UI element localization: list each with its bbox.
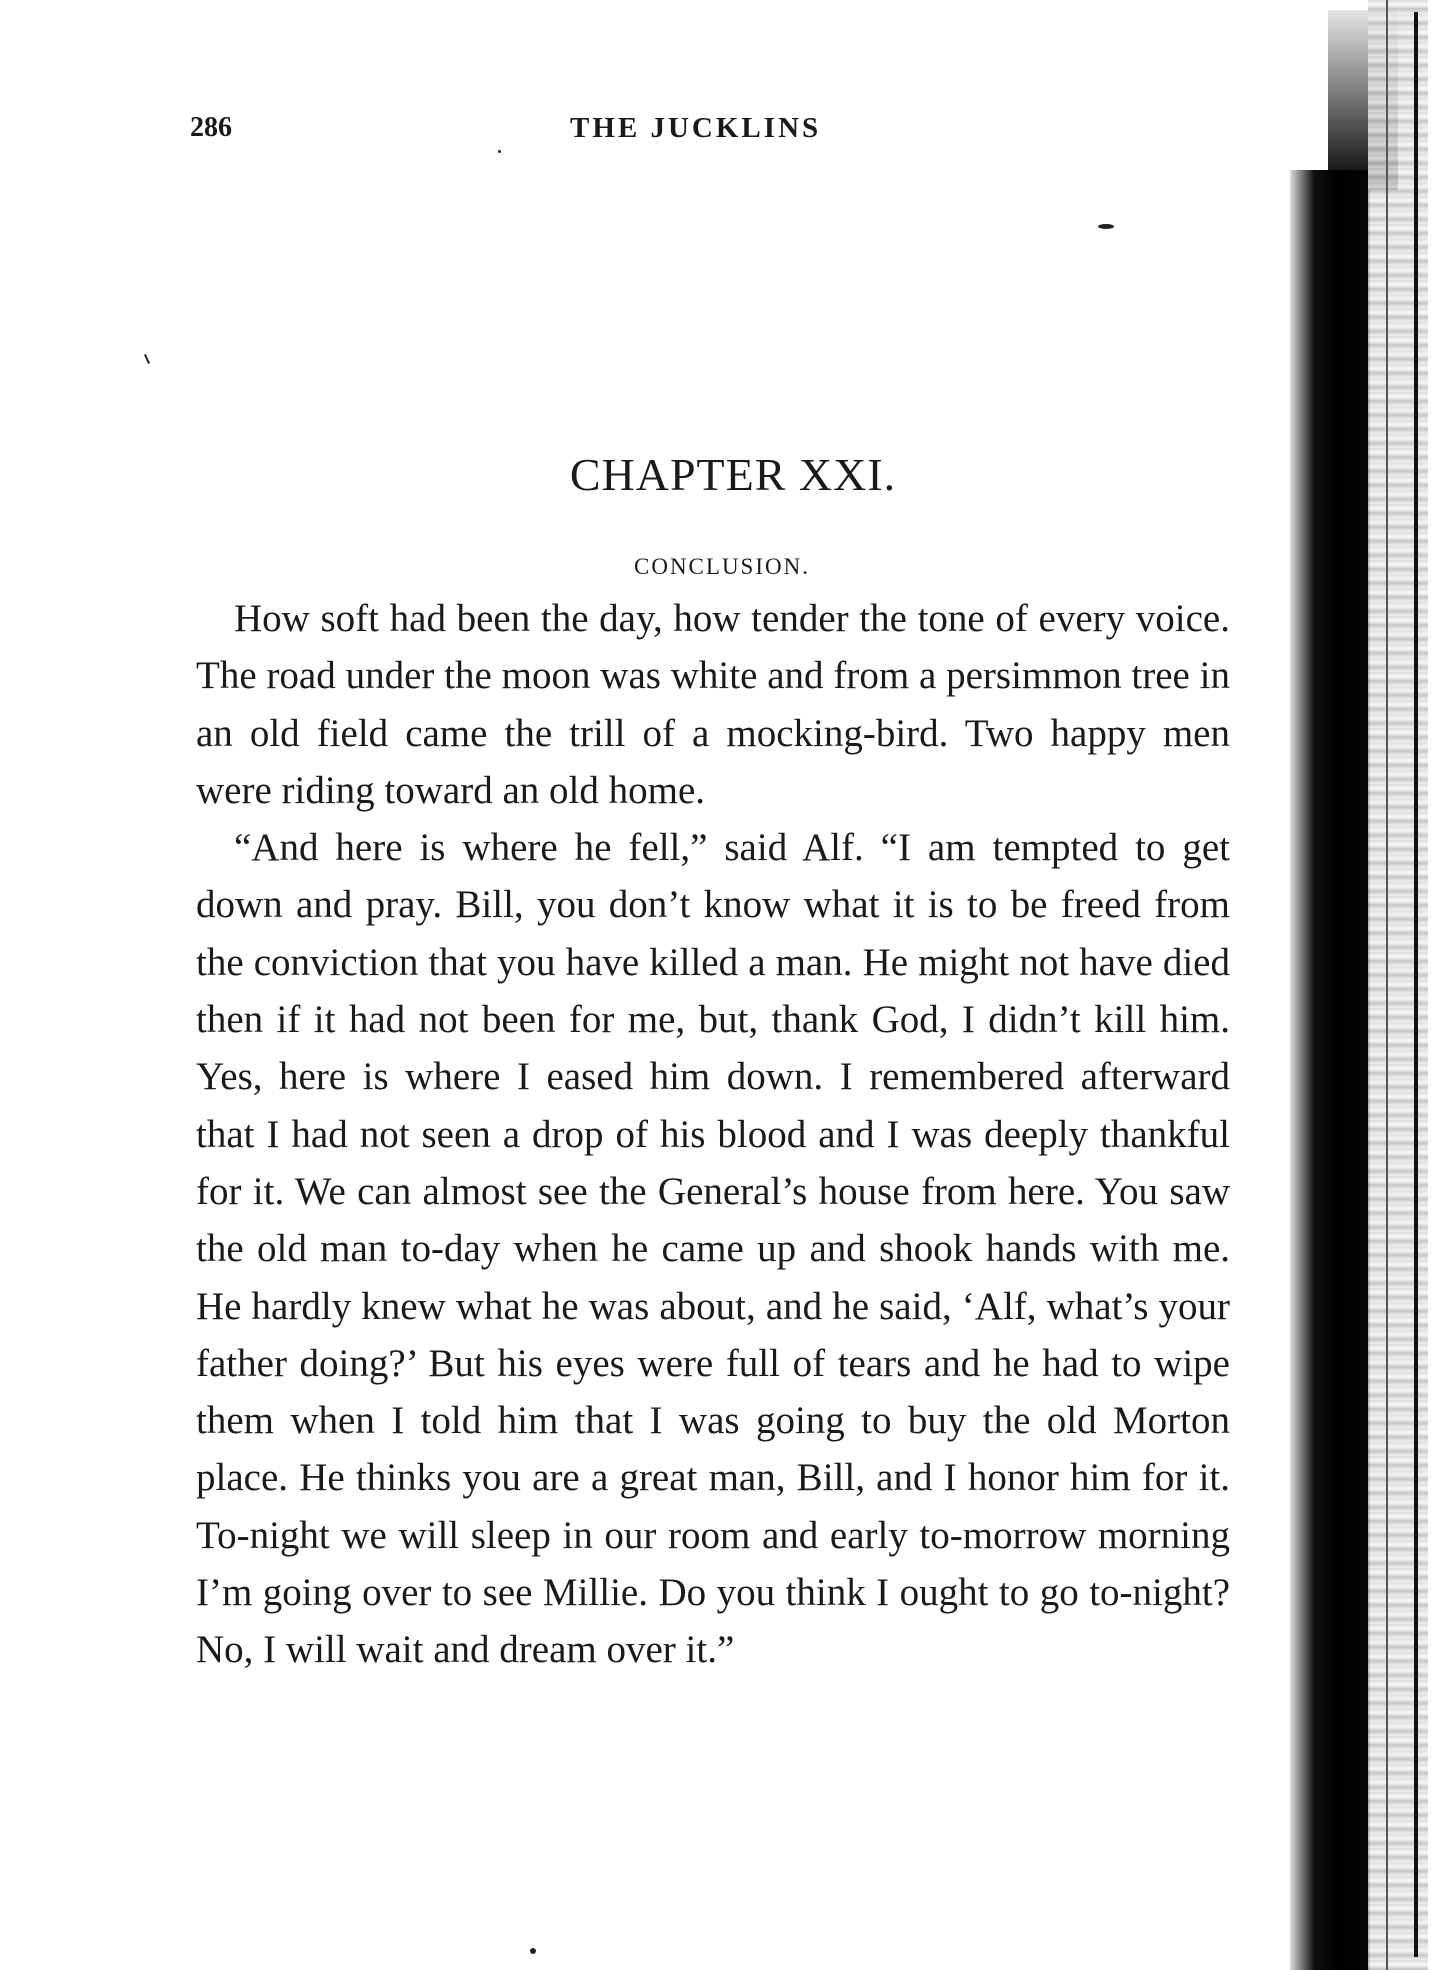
print-speck-4 xyxy=(144,354,150,364)
page-edge-line-inner xyxy=(1386,0,1388,1970)
paragraph-2: “And here is where he fell,” said Alf. “I am tempted to get down and pray. Bill, you don’t know what it is to be freed from the conviction that you have killed a man. He might not have died then if it had not been for me, but, thank God, I didn’t kill him. Yes, here is where I eased him down. I remembered afterward that I had not seen a drop of his blood and I was deeply thankful for it. We can almost see the General’s house from here. You saw the old man to-day when he came up and shook hands with me. He hardly knew what he was about, and he said, ‘Alf, what’s your father doing?’ But his eyes were full of tears and he had to wipe them when I told him that I was going to buy the old Morton place. He thinks you are a great man, Bill, and I honor him for it. To-night we will sleep in our room and early to-morrow morning I’m going over to see Millie. Do you think I ought to go to-night? No, I will wait and dream over it.” xyxy=(196,826,1230,1672)
print-speck-1 xyxy=(1098,224,1114,229)
page-number: 286 xyxy=(190,112,232,143)
chapter-subtitle: CONCLUSION. xyxy=(634,554,810,579)
print-speck-3 xyxy=(498,150,501,153)
print-speck-2 xyxy=(530,1948,536,1954)
page-header xyxy=(190,112,1230,152)
page-edge-texture xyxy=(1368,0,1428,1970)
binding-dark-band xyxy=(1290,170,1370,1970)
body-text xyxy=(196,590,1230,1679)
binding-shadow xyxy=(1290,0,1446,1970)
chapter-title: CHAPTER XXI. xyxy=(569,449,897,500)
running-head: THE JUCKLINS xyxy=(570,112,822,144)
page-edge-line-outer xyxy=(1414,12,1418,1957)
paragraph-1: How soft had been the day, how tender the tone of every voice. The road under the moon was white and from a persimmon tree in an old field came the trill of a mocking-bird. Two happy men were riding toward an old home. xyxy=(196,597,1230,812)
